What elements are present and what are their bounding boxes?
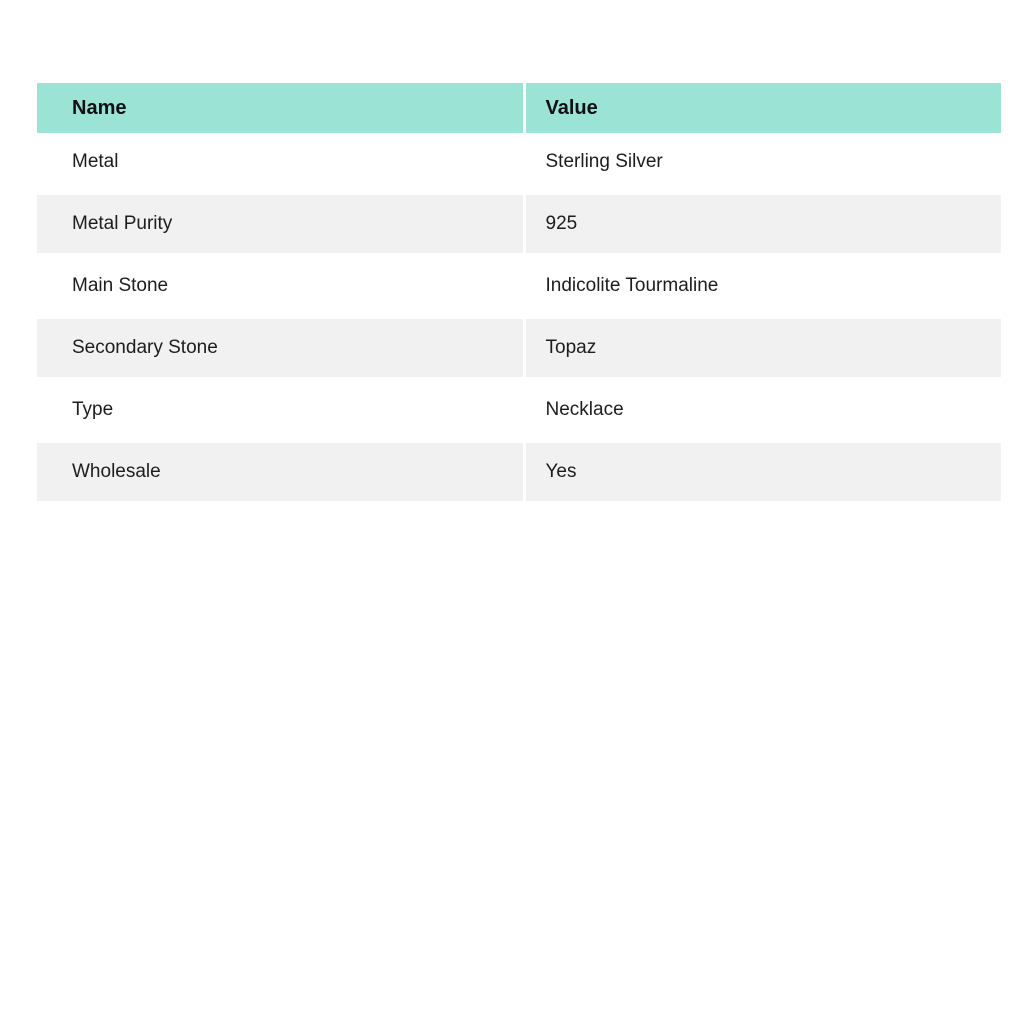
table-header xyxy=(37,83,1001,133)
attribute-name-cell: Main Stone xyxy=(37,255,524,317)
table-row xyxy=(37,379,1001,441)
column-header-name: Name xyxy=(37,83,524,133)
product-attributes-table xyxy=(37,83,1001,505)
attribute-name-cell: Secondary Stone xyxy=(37,317,524,379)
table-row xyxy=(37,441,1001,503)
table-row xyxy=(37,255,1001,317)
attribute-value-cell: Sterling Silver xyxy=(524,133,1001,193)
attribute-value-cell: Indicolite Tourmaline xyxy=(524,255,1001,317)
attribute-name-cell: Wholesale xyxy=(37,441,524,503)
attribute-name-cell: Type xyxy=(37,379,524,441)
table-row xyxy=(37,193,1001,255)
table-row xyxy=(37,133,1001,193)
attribute-value-cell: Yes xyxy=(524,441,1001,503)
attribute-value-cell: 925 xyxy=(524,193,1001,255)
attribute-name-cell: Metal Purity xyxy=(37,193,524,255)
column-header-value: Value xyxy=(524,83,1001,133)
table-body xyxy=(37,133,1001,503)
attribute-name-cell: Metal xyxy=(37,133,524,193)
attribute-value-cell: Necklace xyxy=(524,379,1001,441)
table-row xyxy=(37,317,1001,379)
header-row xyxy=(37,83,1001,133)
attribute-value-cell: Topaz xyxy=(524,317,1001,379)
